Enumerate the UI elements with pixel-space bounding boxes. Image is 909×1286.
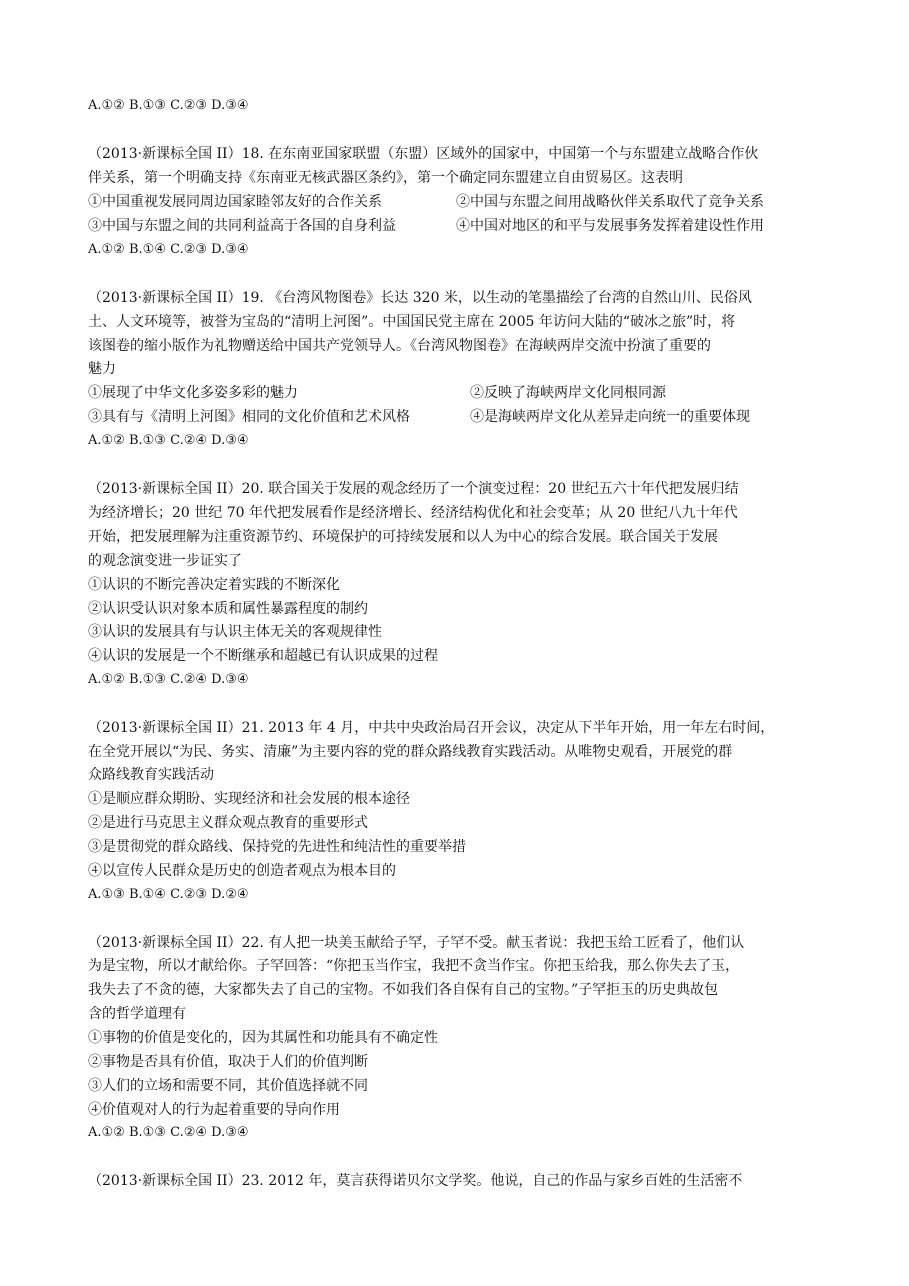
q20-option-3: ③认识的发展具有与认识主体无关的客观规律性: [88, 624, 382, 640]
q21-option-2: ②是进行马克思主义群众观点教育的重要形式: [88, 815, 368, 831]
q18-stem-line-2: 伴关系，第一个明确支持《东南亚无核武器区条约》，第一个确定同东盟建立自由贸易区。这表明: [88, 170, 683, 186]
q19-stem-line-2: 土、人文环境等，被誉为宝岛的“清明上河图”。中国国民党主席在 2005 年访问大陆的“破冰之旅”时，将: [88, 314, 736, 330]
q21-option-1: ①是顺应群众期盼、实现经济和社会发展的根本途径: [88, 791, 410, 807]
q19-stem-line-1: （2013·新课标全国 II）19. 《台湾风物图卷》长达 320 米，以生动的笔墨描绘了台湾的自然山川、民俗风: [88, 290, 752, 306]
q20-answers: A.①② B.①③ C.②④ D.③④: [88, 672, 249, 687]
q21-option-4: ④以宣传人民群众是历史的创造者观点为根本目的: [88, 863, 396, 879]
q18-option-1: ①中国重视发展同周边国家睦邻友好的合作关系: [88, 194, 382, 210]
q21-stem-line-2: 在全党开展以“为民、务实、清廉”为主要内容的党的群众路线教育实践活动。从唯物史观看，开展党的群: [88, 744, 733, 760]
q20-stem-line-3: 开始，把发展理解为注重资源节约、环境保护的可持续发展和以人为中心的综合发展。联合国关于发展: [88, 529, 718, 545]
q20-option-4: ④认识的发展是一个不断继承和超越已有认识成果的过程: [88, 648, 438, 664]
q22-answers: A.①② B.①③ C.②④ D.③④: [88, 1125, 249, 1140]
q19-option-1: ①展现了中华文化多姿多彩的魅力: [88, 385, 298, 401]
q22-stem-line-4: 含的哲学道理有: [88, 1006, 186, 1022]
q20-option-1: ①认识的不断完善决定着实践的不断深化: [88, 577, 340, 593]
q22-option-4: ④价值观对人的行为起着重要的导向作用: [88, 1102, 340, 1118]
q18-option-row-2: [88, 216, 764, 236]
q18-option-3: ③中国与东盟之间的共同利益高于各国的自身利益: [88, 218, 396, 234]
q22-stem-line-3: 我失去了不贪的德，大家都失去了自己的宝物。不如我们各自保有自己的宝物。”子罕拒玉的历史典故包: [88, 982, 719, 998]
q21-stem-line-3: 众路线教育实践活动: [88, 767, 214, 783]
q22-option-3: ③人们的立场和需要不同，其价值选择就不同: [88, 1078, 368, 1094]
q20-stem-line-4: 的观念演变进一步证实了: [88, 553, 242, 569]
q22-stem-line-1: （2013·新课标全国 II）22. 有人把一块美玉献给子罕，子罕不受。献玉者说：我把玉给工匠看了，他们认: [88, 935, 745, 951]
q19-option-4: ④是海峡两岸文化从差异走向统一的重要体现: [470, 409, 750, 425]
q19-option-2: ②反映了海峡两岸文化同根同源: [470, 385, 666, 401]
q22-stem-line-2: 为是宝物，所以才献给你。子罕回答：“你把玉当作宝，我把不贪当作宝。你把玉给我，那么你失去了玉，: [88, 958, 740, 974]
q19-option-row-1: [88, 383, 666, 403]
q21-option-3: ③是贯彻党的群众路线、保持党的先进性和纯洁性的重要举措: [88, 839, 466, 855]
q19-stem-line-4: 魅力: [88, 361, 116, 377]
q18-stem-line-1: （2013·新课标全国 II）18. 在东南亚国家联盟（东盟）区域外的国家中，中国第一个与东盟建立战略合作伙: [88, 146, 759, 162]
q19-stem-line-3: 该图卷的缩小版作为礼物赠送给中国共产党领导人。《台湾风物图卷》在海峡两岸交流中扮演了重要的: [88, 338, 711, 354]
q22-option-2: ②事物是否具有价值，取决于人们的价值判断: [88, 1054, 368, 1070]
q18-answers: A.①② B.①④ C.②③ D.③④: [88, 242, 249, 257]
q19-option-3: ③具有与《清明上河图》相同的文化价值和艺术风格: [88, 409, 410, 425]
q19-answers: A.①② B.①③ C.②④ D.③④: [88, 433, 249, 448]
q17-answers: A.①② B.①③ C.②③ D.③④: [88, 98, 249, 113]
q21-stem-line-1: （2013·新课标全国 II）21. 2013 年 4 月，中共中央政治局召开会议，决定从下半年开始，用一年左右时间，: [88, 720, 775, 736]
q22-option-1: ①事物的价值是变化的，因为其属性和功能具有不确定性: [88, 1030, 438, 1046]
q20-stem-line-2: 为经济增长；20 世纪 70 年代把发展看作是经济增长、经济结构优化和社会变革；从 20 世纪八九十年代: [88, 505, 738, 521]
q18-option-4: ④中国对地区的和平与发展事务发挥着建设性作用: [456, 218, 764, 234]
q19-option-row-2: [88, 407, 750, 427]
q18-option-row-1: [88, 192, 764, 212]
q20-stem-line-1: （2013·新课标全国 II）20. 联合国关于发展的观念经历了一个演变过程：20 世纪五六十年代把发展归结: [88, 481, 739, 497]
q23-stem-line-1: （2013·新课标全国 II）23. 2012 年，莫言获得诺贝尔文学奖。他说，自己的作品与家乡百姓的生活密不: [88, 1173, 743, 1189]
q21-answers: A.①③ B.①④ C.②③ D.②④: [88, 887, 249, 902]
q18-option-2: ②中国与东盟之间用战略伙伴关系取代了竞争关系: [456, 194, 764, 210]
q20-option-2: ②认识受认识对象本质和属性暴露程度的制约: [88, 601, 368, 617]
